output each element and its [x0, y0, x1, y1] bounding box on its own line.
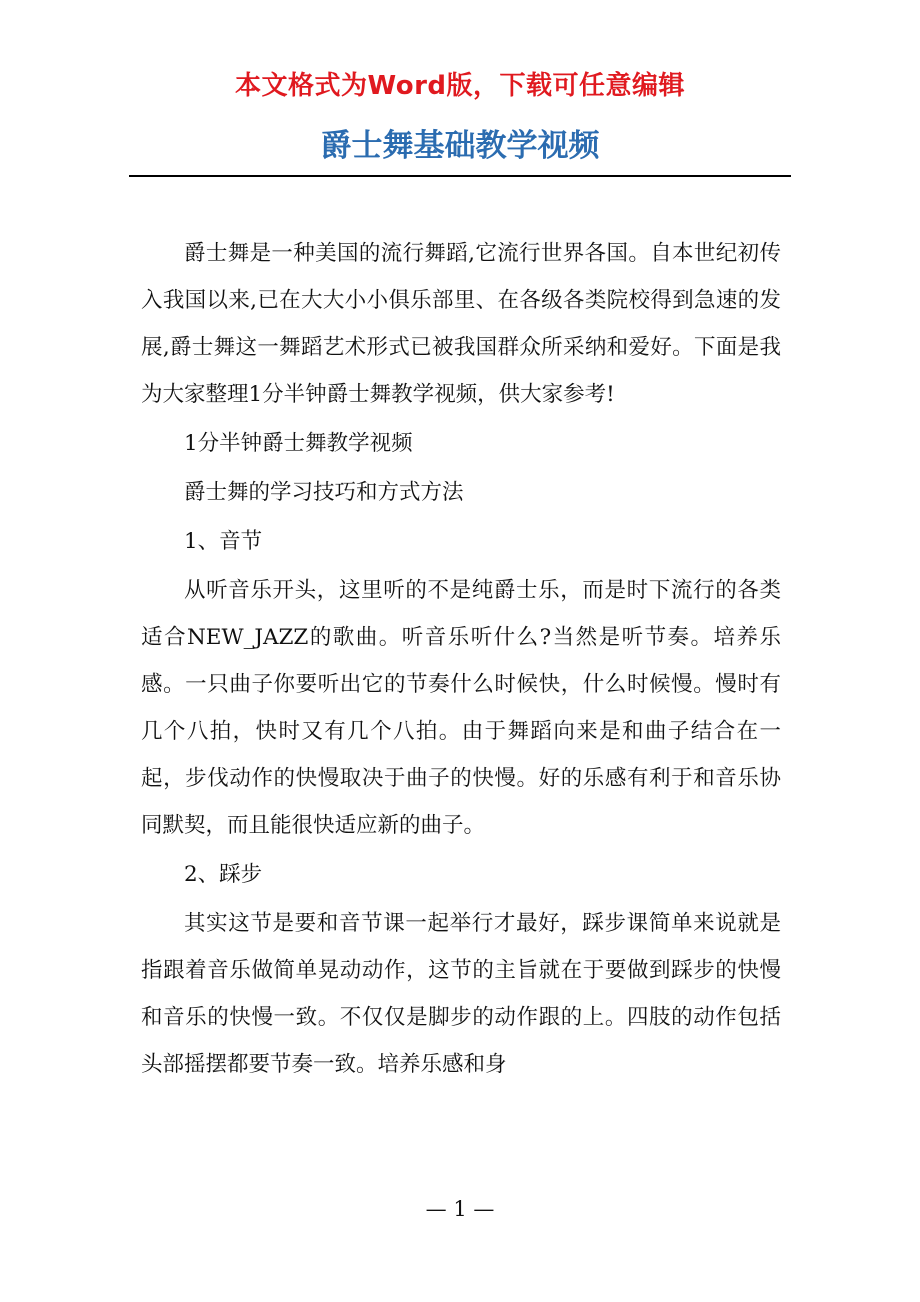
document-title: 爵士舞基础教学视频	[320, 128, 600, 164]
format-banner: 本文格式为Word版，下载可任意编辑	[234, 71, 686, 101]
document-body	[141, 230, 781, 1090]
paragraph-methods-heading: 爵士舞的学习技巧和方式方法	[184, 480, 464, 505]
section-heading-steps: 2、踩步	[184, 862, 263, 887]
paragraph-intro: 爵士舞是一种美国的流行舞蹈,它流行世界各国。自本世纪初传入我国以来,已在大大小小俱乐部里、在各级各类院校得到急速的发展,爵士舞这一舞蹈艺术形式已被我国群众所采纳和爱好。下面是我为大家整理1分半钟爵士舞教学视频，供大家参考!	[141, 241, 781, 407]
section-heading-rhythm: 1、音节	[184, 529, 263, 554]
title-divider	[129, 175, 791, 177]
paragraph-video-heading: 1分半钟爵士舞教学视频	[184, 431, 413, 456]
paragraph-rhythm: 从听音乐开头，这里听的不是纯爵士乐，而是时下流行的各类适合NEW_JAZZ的歌曲。听音乐听什么?当然是听节奏。培养乐感。一只曲子你要听出它的节奏什么时候快，什么时候慢。慢时有几个八拍，快时又有几个八拍。由于舞蹈向来是和曲子结合在一起，步伐动作的快慢取决于曲子的快慢。好的乐感有利于和音乐协同默契，而且能很快适应新的曲子。	[141, 578, 781, 838]
paragraph-steps: 其实这节是要和音节课一起举行才最好，踩步课简单来说就是指跟着音乐做简单晃动动作，这节的主旨就在于要做到踩步的快慢和音乐的快慢一致。不仅仅是脚步的动作跟的上。四肢的动作包括头部摇摆都要节奏一致。培养乐感和身	[141, 911, 781, 1077]
page-number: — 1 —	[425, 1197, 495, 1221]
